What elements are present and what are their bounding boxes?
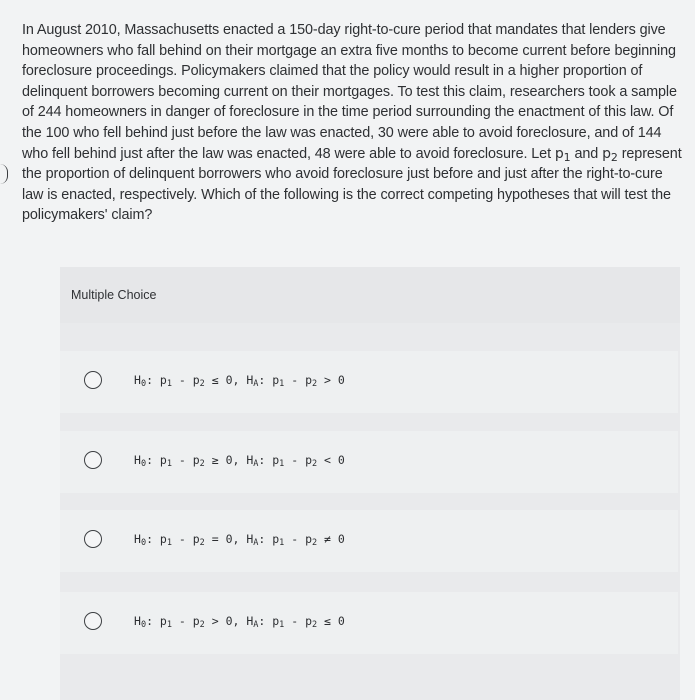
option-1-formula: $H_0$: $p_1 - p_2 \le 0$, $H_A$: $p_1 - p_2 > 0$: [134, 373, 345, 389]
option-3-formula: $H_0$: $p_1 - p_2 = 0$, $H_A$: $p_1 - p_2 \ne 0$: [134, 532, 345, 548]
multiple-choice-label: Multiple Choice: [71, 288, 157, 302]
question-ending: represent the proportion of delinquent borrowers who avoid foreclosure just before and just after the right-to-cure law is enacted, respectively. Which of the following is the correct competing hypotheses that will test the policymakers' claim?: [22, 145, 682, 224]
question-connector: and: [570, 145, 603, 162]
option-2-formula: $H_0$: $p_1 - p_2 \ge 0$, $H_A$: $p_1 - p_2 < 0$: [134, 453, 345, 469]
option-2[interactable]: [60, 431, 678, 493]
page-edge-mark: [0, 164, 8, 184]
radio-button-icon[interactable]: [84, 612, 102, 630]
option-3[interactable]: [60, 510, 678, 572]
p2-variable: $p_2$: [602, 145, 618, 164]
question-body: In August 2010, Massachusetts enacted a 150-day right-to-cure period that mandates that lenders give homeowners who fall behind on their mortgage an extra five months to become current before beginning foreclosure proceedings. Policymakers claimed that the policy would result in a higher proportion of delinquent borrowers becoming current on their mortgages. To test this claim, researchers took a sample of 244 homeowners in danger of foreclosure in the time period surrounding the enactment of this law. Of the 100 who fell behind just before the law was enacted, 30 were able to avoid foreclosure, and of 144 who fell behind just after the law was enacted, 48 were able to avoid foreclosure. Let: [22, 22, 677, 162]
option-4-formula: $H_0$: $p_1 - p_2 > 0$, $H_A$: $p_1 - p_2 \le 0$: [134, 614, 345, 630]
option-4[interactable]: [60, 592, 678, 654]
option-1[interactable]: [60, 351, 678, 413]
question-text: [22, 20, 684, 226]
radio-button-icon[interactable]: [84, 371, 102, 389]
radio-button-icon[interactable]: [84, 451, 102, 469]
p1-variable: $p_1$: [554, 145, 571, 164]
radio-button-icon[interactable]: [84, 530, 102, 548]
